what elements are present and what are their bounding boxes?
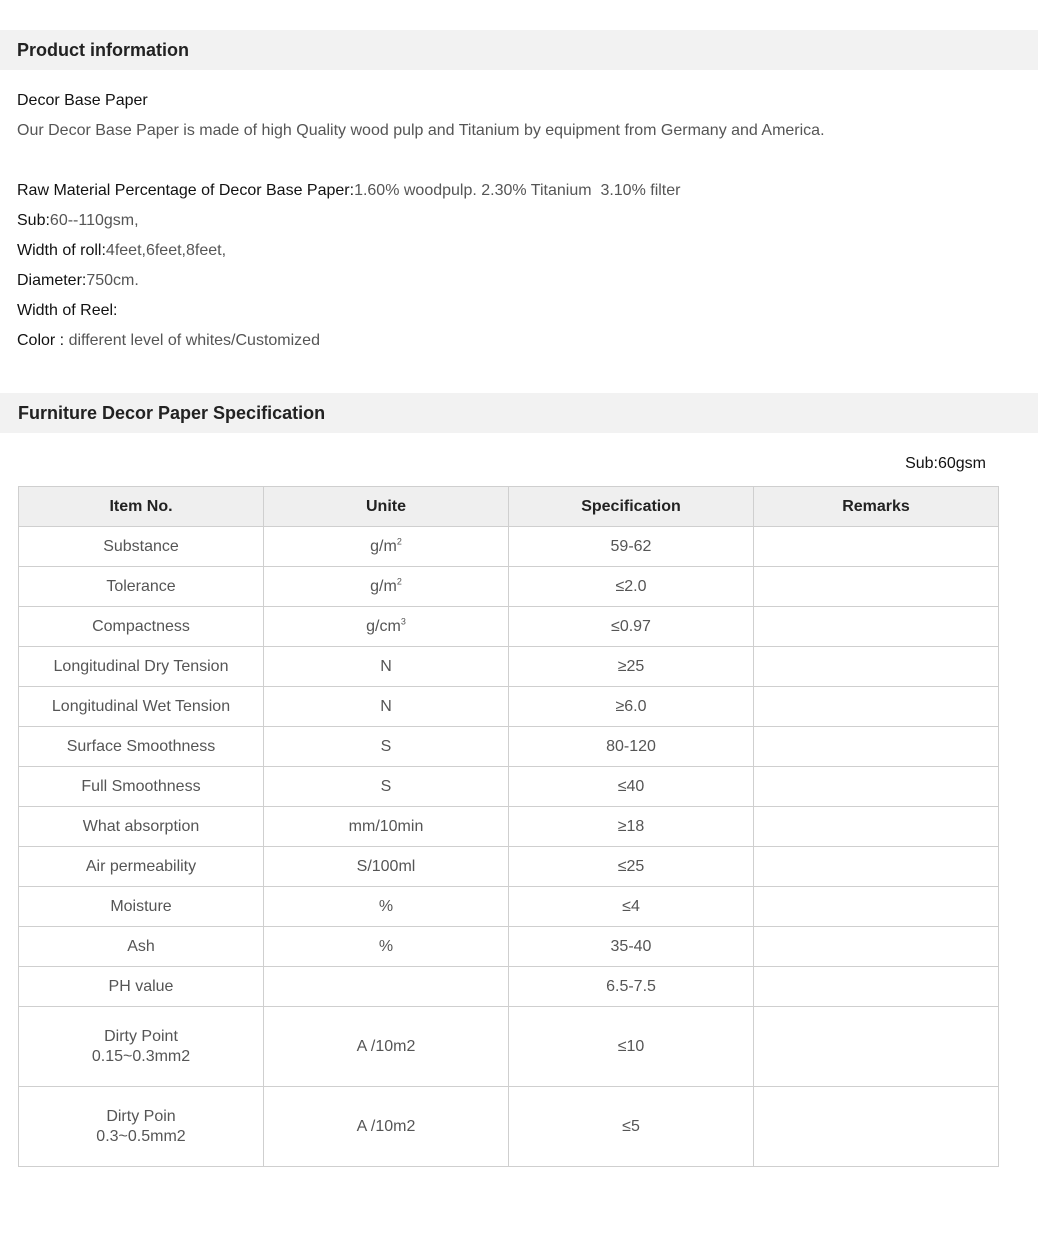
cell-unit-text: N: [380, 697, 392, 715]
cell-specification: ≤4: [509, 887, 754, 927]
cell-unit-text: S: [380, 777, 392, 795]
table-row: [19, 687, 999, 727]
cell-item: [19, 647, 264, 687]
cell-item-text: Air permeability: [85, 857, 197, 875]
cell-item-text: Moisture: [110, 897, 172, 915]
cell-remarks: [754, 1087, 999, 1167]
cell-item: [19, 727, 264, 767]
cell-item: [19, 847, 264, 887]
cell-specification: ≤10: [509, 1007, 754, 1087]
cell-specification: ≤25: [509, 847, 754, 887]
cell-unit-text: N: [380, 657, 392, 675]
cell-specification: ≥6.0: [509, 687, 754, 727]
width-reel-line: [17, 296, 117, 326]
table-row: [19, 927, 999, 967]
table-row: [19, 767, 999, 807]
cell-item-text: Dirty Point: [104, 1027, 178, 1045]
color-label: Color :: [17, 332, 69, 349]
cell-unit-superscript: 3: [400, 616, 406, 627]
cell-unit-text: mm/10min: [348, 817, 424, 835]
cell-specification: ≥18: [509, 807, 754, 847]
table-row: [19, 727, 999, 767]
cell-unit-superscript: 2: [396, 536, 402, 547]
cell-specification: 59-62: [509, 527, 754, 567]
cell-item-text: Dirty Poin: [106, 1107, 176, 1125]
table-row: [19, 1087, 999, 1167]
cell-specification: 6.5-7.5: [509, 967, 754, 1007]
sub-value: 60--110gsm,: [49, 212, 139, 229]
table-row: [19, 647, 999, 687]
cell-item: [19, 927, 264, 967]
cell-item-subtext: 0.15~0.3mm2: [91, 1047, 191, 1065]
header-remarks: Remarks: [754, 487, 999, 527]
cell-remarks: [754, 687, 999, 727]
table-row: [19, 847, 999, 887]
cell-remarks: [754, 527, 999, 567]
cell-remarks: [754, 767, 999, 807]
cell-specification: 35-40: [509, 927, 754, 967]
cell-unit-text: g/cm: [366, 617, 401, 635]
width-roll-label: Width of roll:: [17, 242, 106, 259]
table-row: [19, 607, 999, 647]
cell-unit: [264, 647, 509, 687]
cell-remarks: [754, 647, 999, 687]
cell-remarks: [754, 847, 999, 887]
cell-item-text: Substance: [103, 537, 179, 555]
cell-item-text: Surface Smoothness: [66, 737, 216, 755]
cell-unit: [264, 727, 509, 767]
cell-item: [19, 687, 264, 727]
cell-item: [19, 807, 264, 847]
cell-item: [19, 527, 264, 567]
cell-remarks: [754, 567, 999, 607]
cell-unit: [264, 887, 509, 927]
cell-item-subtext: 0.3~0.5mm2: [96, 1127, 186, 1145]
cell-remarks: [754, 927, 999, 967]
cell-unit: [264, 1087, 509, 1167]
product-info-header: Product information: [0, 30, 1038, 70]
cell-unit: [264, 687, 509, 727]
table-row: [19, 887, 999, 927]
raw-material-value: 1.60% woodpulp. 2.30% Titanium 3.10% filter: [354, 182, 681, 199]
cell-item-text: PH value: [108, 977, 174, 995]
cell-unit-text: S/100ml: [356, 857, 416, 875]
cell-unit-text: A /10m2: [356, 1037, 416, 1055]
cell-unit-text: %: [378, 897, 394, 915]
diameter-label: Diameter:: [17, 272, 87, 289]
width-reel-label: Width of Reel:: [17, 302, 118, 319]
sub-line: [17, 206, 139, 236]
cell-unit-text: g/m: [370, 537, 397, 555]
header-item-no: Item No.: [19, 487, 264, 527]
diameter-line: [17, 266, 139, 296]
cell-unit: [264, 527, 509, 567]
header-unite: Unite: [264, 487, 509, 527]
cell-remarks: [754, 807, 999, 847]
cell-remarks: [754, 887, 999, 927]
spec-header: Furniture Decor Paper Specification: [0, 393, 1038, 433]
cell-item-text: Compactness: [92, 617, 190, 635]
cell-specification: ≤2.0: [509, 567, 754, 607]
cell-item-text: Full Smoothness: [81, 777, 201, 795]
product-name: Decor Base Paper: [17, 92, 148, 109]
cell-item-text: Ash: [127, 937, 155, 955]
cell-unit: [264, 567, 509, 607]
cell-unit: [264, 847, 509, 887]
cell-item-text: Longitudinal Wet Tension: [51, 697, 231, 715]
cell-unit-superscript: 2: [396, 576, 402, 587]
spec-table: [18, 486, 999, 1167]
cell-item: [19, 967, 264, 1007]
width-roll-line: [17, 236, 226, 266]
color-value: different level of whites/Customized: [68, 332, 320, 349]
product-description: Our Decor Base Paper is made of high Quality wood pulp and Titanium by equipment from Germany and America.: [17, 122, 825, 139]
cell-item: [19, 567, 264, 607]
cell-unit-text: A /10m2: [356, 1117, 416, 1135]
cell-item: [19, 1007, 264, 1087]
cell-unit-text: g/m: [370, 577, 397, 595]
cell-unit: [264, 607, 509, 647]
header-specification: Specification: [509, 487, 754, 527]
cell-item: [19, 1087, 264, 1167]
cell-unit: [264, 967, 509, 1007]
cell-unit-text: %: [378, 937, 394, 955]
cell-specification: ≤40: [509, 767, 754, 807]
diameter-value: 750cm.: [86, 272, 139, 289]
table-row: [19, 527, 999, 567]
table-row: [19, 567, 999, 607]
cell-unit: [264, 767, 509, 807]
table-row: [19, 807, 999, 847]
cell-item: [19, 607, 264, 647]
cell-item-text: Longitudinal Dry Tension: [53, 657, 229, 675]
table-row: [19, 967, 999, 1007]
raw-material-label: Raw Material Percentage of Decor Base Paper:: [17, 182, 355, 199]
cell-unit: [264, 807, 509, 847]
cell-item: [19, 887, 264, 927]
cell-specification: ≤0.97: [509, 607, 754, 647]
spec-sub-note: Sub:60gsm: [905, 455, 986, 472]
sub-label: Sub:: [17, 212, 50, 229]
cell-item: [19, 767, 264, 807]
cell-item-text: Tolerance: [106, 577, 176, 595]
cell-unit-text: S: [380, 737, 392, 755]
spec-table-header-row: [19, 487, 999, 527]
cell-remarks: [754, 967, 999, 1007]
table-row: [19, 1007, 999, 1087]
color-line: [17, 326, 320, 356]
raw-material-line: [17, 176, 680, 206]
product-name-line: [17, 86, 148, 116]
cell-remarks: [754, 607, 999, 647]
cell-specification: ≥25: [509, 647, 754, 687]
width-roll-value: 4feet,6feet,8feet,: [105, 242, 227, 259]
cell-unit: [264, 1007, 509, 1087]
cell-specification: 80-120: [509, 727, 754, 767]
cell-specification: ≤5: [509, 1087, 754, 1167]
cell-remarks: [754, 1007, 999, 1087]
cell-unit: [264, 927, 509, 967]
cell-remarks: [754, 727, 999, 767]
cell-item-text: What absorption: [82, 817, 200, 835]
